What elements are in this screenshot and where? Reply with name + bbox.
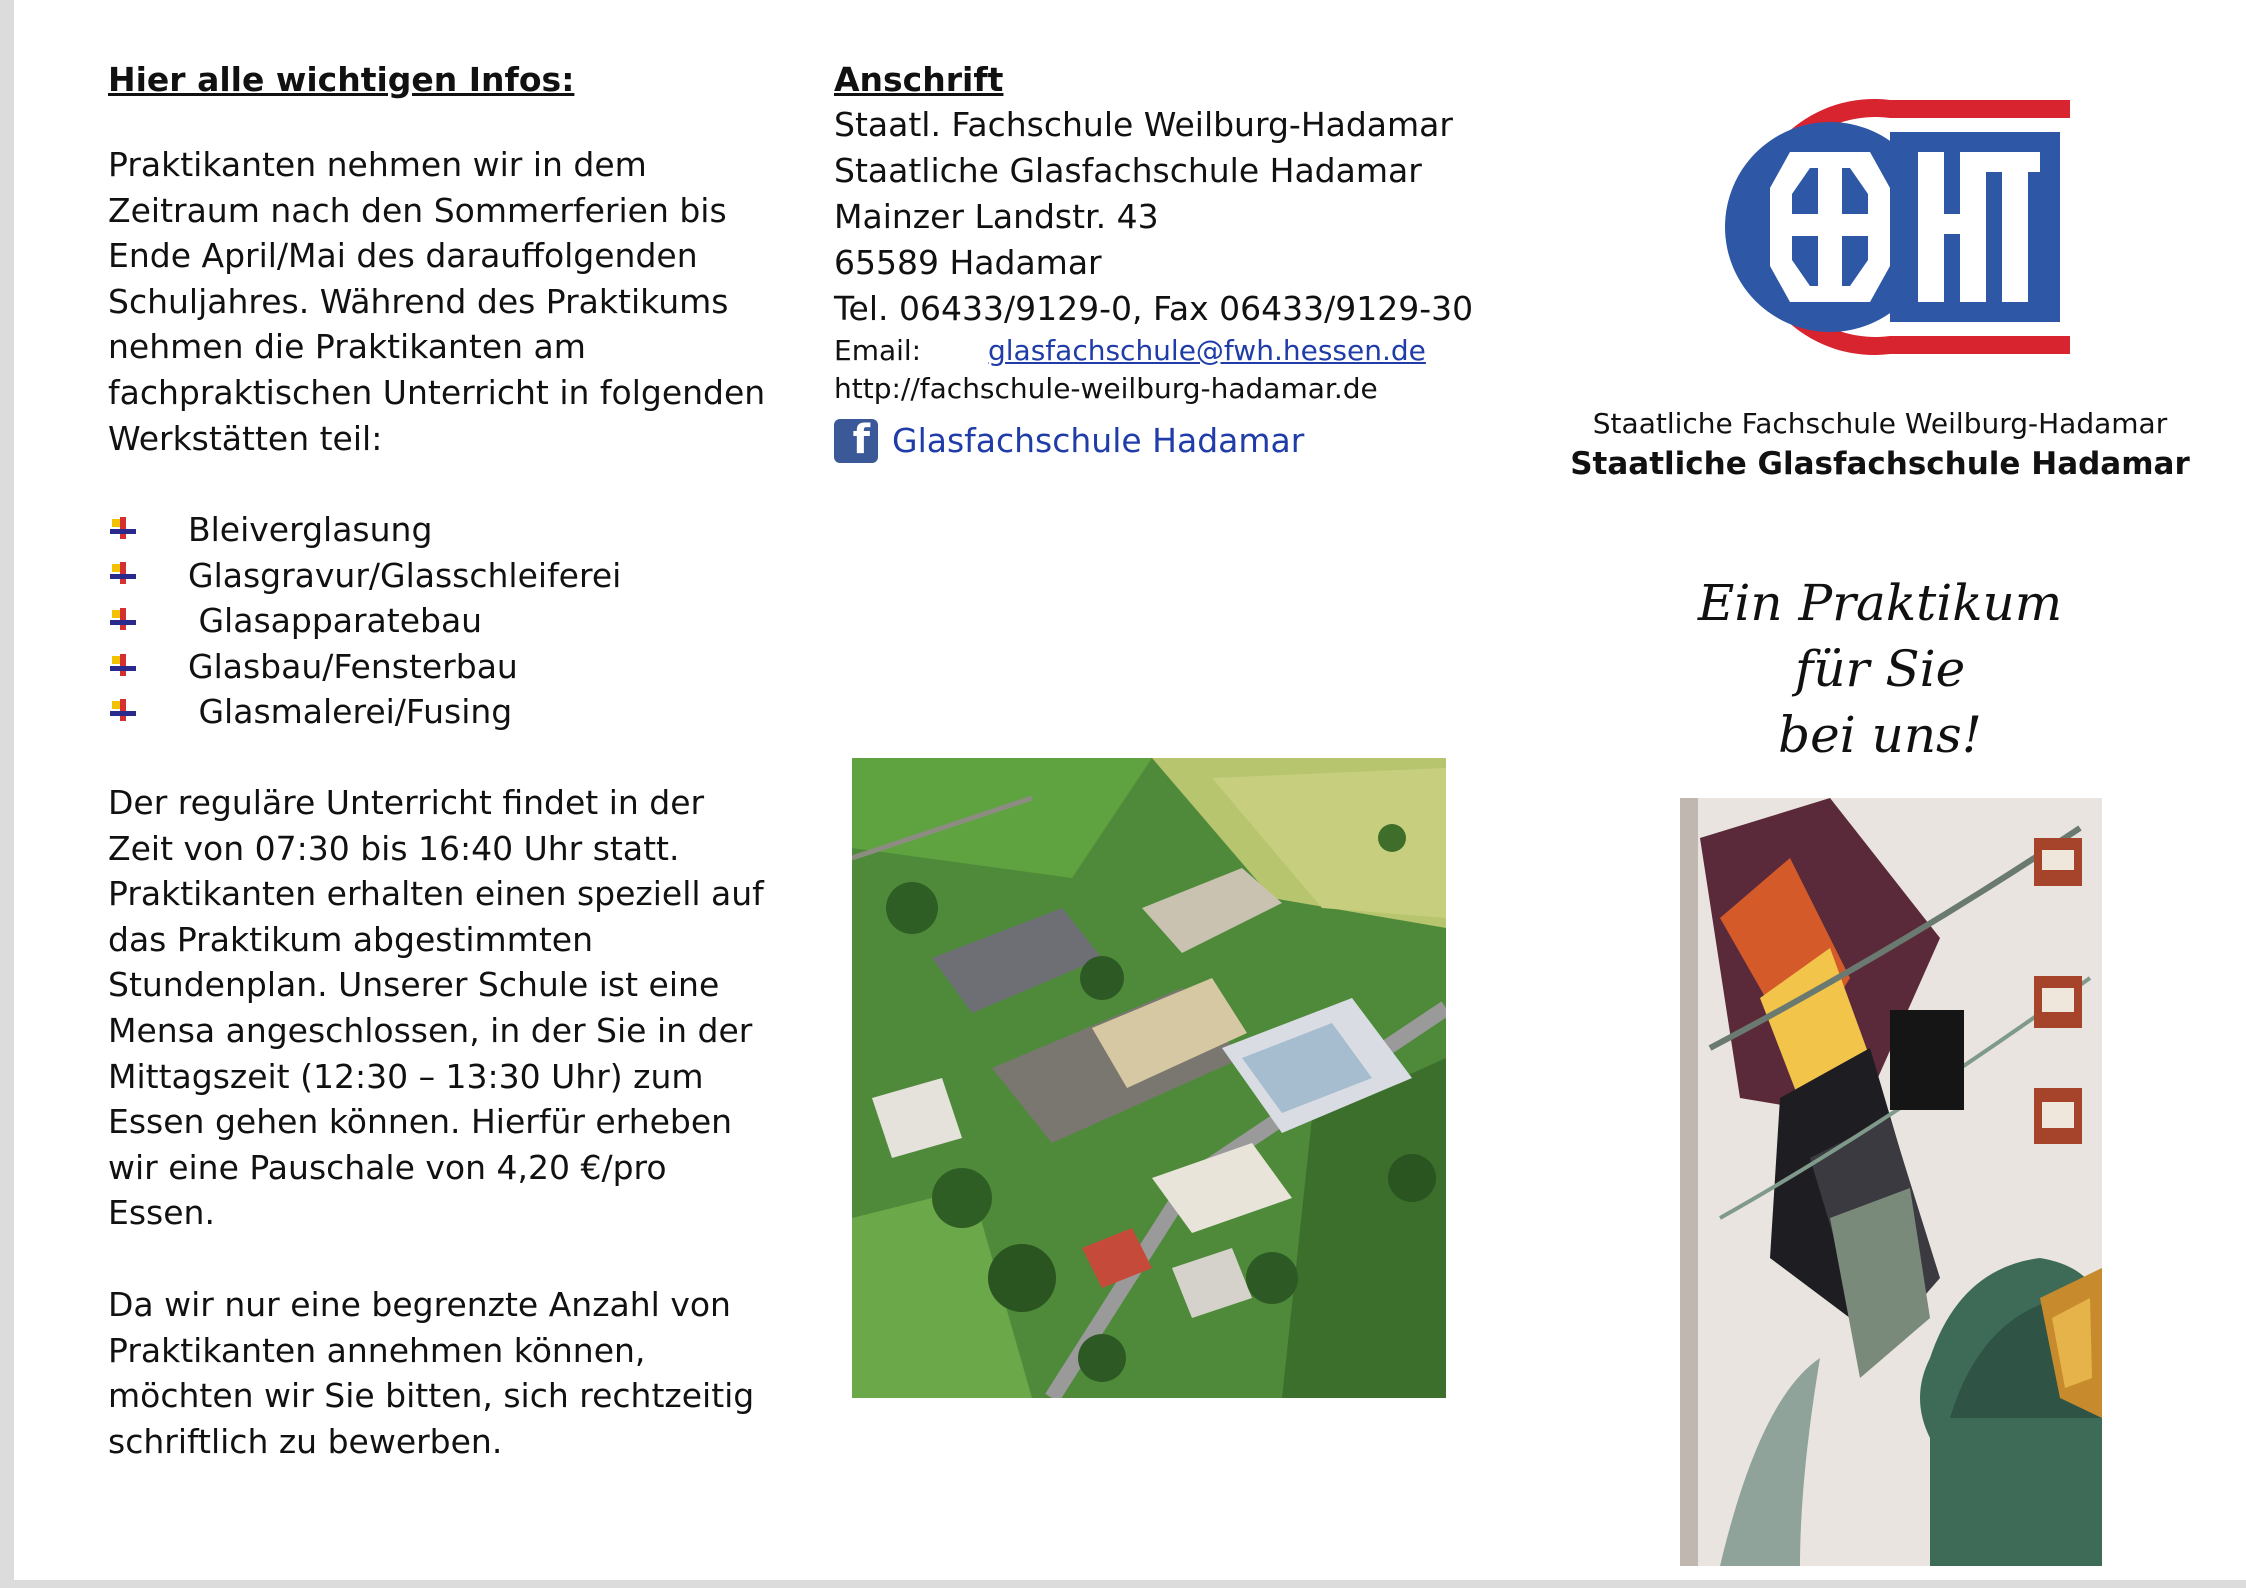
email-link[interactable]: glasfachschule@fwh.hessen.de [988, 334, 1426, 367]
workshop-label: Bleiverglasung [188, 510, 433, 549]
arrow-bullet-icon [108, 515, 138, 545]
workshop-item [108, 598, 768, 644]
glass-artwork-image [1680, 798, 2102, 1566]
workshop-label: Glasbau/Fensterbau [188, 646, 518, 686]
workshop-label: Glasapparatebau [188, 601, 483, 641]
facebook-link[interactable]: Glasfachschule Hadamar [892, 421, 1305, 460]
internship-period-paragraph: Praktikanten nehmen wir in dem Zeitraum nach den Sommerferien bis Ende April/Mai des darauffolgenden Schuljahres. Während des Praktikums nehmen die Praktikanten am fachpraktischen Unterricht in folgenden Werkstätten teil: [108, 145, 766, 458]
slogan [1660, 570, 2100, 768]
school-name-line-1: Staatliche Fachschule Weilburg-Hadamar [1592, 407, 2168, 440]
slogan-line-1: Ein Praktikum [1697, 574, 2063, 632]
website-link[interactable]: http://fachschule-weilburg-hadamar.de [834, 372, 1378, 405]
arrow-bullet-icon [108, 697, 138, 727]
arrow-bullet-icon [108, 652, 138, 682]
left-page-edge [0, 0, 14, 1588]
bottom-page-edge [0, 1580, 2246, 1588]
address-line-2: Staatliche Glasfachschule Hadamar [834, 151, 1422, 190]
arrow-bullet-icon [108, 560, 138, 590]
workshop-item [108, 689, 768, 735]
address-title: Anschrift [834, 60, 1004, 99]
application-paragraph: Da wir nur eine begrenzte Anzahl von Praktikanten annehmen können, möchten wir Sie bitten, sich rechtzeitig schriftlich zu bewerben. [108, 1285, 755, 1461]
address-phone: Tel. 06433/9129-0, Fax 06433/9129-30 [834, 289, 1474, 328]
workshop-item [108, 644, 768, 690]
school-name-line-2: Staatliche Glasfachschule Hadamar [1570, 446, 2190, 482]
workshop-label: Glasmalerei/Fusing [188, 692, 513, 732]
workshop-item [108, 507, 768, 553]
aerial-school-photo [852, 758, 1446, 1398]
schedule-paragraph: Der reguläre Unterricht findet in der Zeit von 07:30 bis 16:40 Uhr statt. Praktikanten erhalten einen speziell auf das Praktikum abgestimmten Stundenplan. Unserer Schule ist eine Mensa angeschlossen, in der Sie in der Mittagszeit (12:30 – 13:30 Uhr) zum Essen gehen können. Hierfür erheben wir eine Pauschale von 4,20 €/pro Essen. [108, 783, 764, 1233]
slogan-line-3: bei uns! [1778, 706, 1982, 764]
workshop-list [108, 507, 768, 735]
address-street: Mainzer Landstr. 43 [834, 197, 1159, 236]
address-block [834, 58, 1474, 464]
email-label: Email: [834, 334, 922, 367]
slogan-line-2: für Sie [1794, 640, 1966, 698]
info-heading: Hier alle wichtigen Infos: [108, 60, 575, 99]
workshop-label: Glasgravur/Glasschleiferei [188, 555, 622, 595]
school-logo [1690, 96, 2080, 358]
workshop-item [108, 553, 768, 599]
arrow-bullet-icon [108, 606, 138, 636]
email-row [834, 332, 1454, 370]
info-heading-block [108, 58, 768, 102]
address-city: 65589 Hadamar [834, 243, 1102, 282]
address-line-1: Staatl. Fachschule Weilburg-Hadamar [834, 105, 1453, 144]
facebook-row [834, 418, 1454, 464]
facebook-icon[interactable]: f [834, 419, 878, 463]
